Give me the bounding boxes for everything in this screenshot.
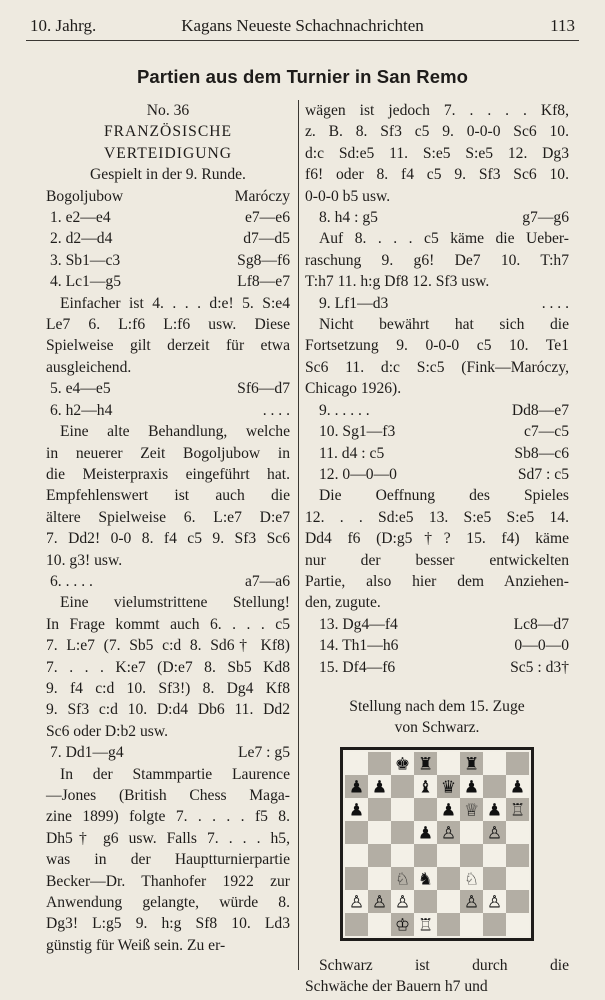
note-line: Sc6 oder D:b2 usw. — [46, 722, 168, 740]
note-line: Spielweise gilt derzeit für etwa — [46, 337, 290, 355]
black-move: 0—0—0 — [514, 637, 569, 655]
volume-label: 10. Jahrg. — [30, 16, 97, 35]
black-pawn-icon: ♟ — [440, 800, 457, 821]
note-line: raschung 9. g6! De7 10. T:h7 — [305, 251, 569, 269]
black-move: Sd7 : c5 — [517, 465, 569, 483]
chess-board — [345, 752, 529, 936]
white-move: 1. e2—e4 — [50, 209, 111, 227]
board-square — [345, 867, 368, 890]
move-row — [46, 250, 290, 271]
black-move: Dd8—e7 — [511, 401, 569, 419]
black-queen-icon: ♛ — [440, 777, 457, 798]
board-square — [437, 867, 460, 890]
chess-board-frame — [340, 747, 534, 941]
black-move: Sg8—f6 — [237, 251, 290, 269]
board-square — [483, 867, 506, 890]
final-text-line1: Schwarz ist durch die — [319, 956, 569, 974]
note-line: Partie, also hier dem Anziehen- — [305, 572, 569, 590]
note-line: d:c Sd:e5 11. S:e5 S:e5 12. Dg3 — [305, 144, 569, 162]
note-line: 10. g3! usw. — [46, 551, 123, 569]
white-move: 7. Dd1—g4 — [50, 744, 124, 762]
note-7 — [305, 485, 569, 613]
note-line: Le7 6. L:f6 L:f6 usw. Diese — [46, 316, 290, 334]
board-square — [506, 821, 529, 844]
diagram-caption-line1: Stellung nach dem 15. Zuge — [349, 697, 525, 715]
note-line: f6! oder 8. f4 c5 9. Sf3 Sc6 10. — [305, 166, 569, 184]
board-square — [345, 913, 368, 936]
players-line — [46, 186, 290, 207]
note-3 — [46, 592, 290, 742]
move-row — [46, 742, 290, 763]
note-line: Chicago 1926). — [305, 380, 402, 398]
white-knight-icon: ♘ — [463, 869, 480, 890]
black-pawn-icon: ♟ — [371, 777, 388, 798]
white-move: 15. Df4—f6 — [319, 658, 396, 676]
white-rook-icon: ♖ — [417, 915, 434, 936]
white-pawn-icon: ♙ — [394, 892, 411, 913]
white-rook-icon: ♖ — [509, 800, 526, 821]
move-row — [305, 614, 569, 635]
board-square — [391, 798, 414, 821]
note-line: In der Stammpartie Laurence — [60, 765, 290, 783]
note-line: Fortsetzung 9. 0-0-0 c5 10. Te1 — [305, 337, 569, 355]
black-pawn-icon: ♟ — [509, 777, 526, 798]
white-pawn-icon: ♙ — [440, 823, 457, 844]
board-square — [414, 890, 437, 913]
move-row — [46, 207, 290, 228]
move-row — [46, 571, 290, 592]
note-line: Dg3! L:g5 9. h:g Sf8 10. Ld3 — [46, 915, 290, 933]
note-line: 7. . . . K:e7 (D:e7 8. Sb5 Kd8 — [46, 658, 290, 676]
note-line: T:h7 11. h:g Df8 12. Sf3 usw. — [305, 273, 490, 291]
note-line: 9. Sf3 c:d 10. D:d4 Db6 11. Dd2 — [46, 701, 290, 719]
white-move: 8. h4 : g5 — [319, 209, 378, 227]
board-square — [391, 775, 414, 798]
black-king-icon: ♚ — [394, 754, 411, 775]
opening-name-line1: FRANZÖSISCHE — [103, 123, 233, 141]
board-square — [391, 844, 414, 867]
board-square — [483, 752, 506, 775]
black-move: c7—c5 — [523, 423, 569, 441]
note-line: 12. . . Sd:e5 13. S:e5 S:e5 14. — [305, 508, 569, 526]
note-line: Sc6 11. d:c S:c5 (Fink—Maróczy, — [305, 358, 569, 376]
board-square — [460, 821, 483, 844]
black-rook-icon: ♜ — [417, 754, 434, 775]
white-move: 3. Sb1—c3 — [50, 251, 121, 269]
black-pawn-icon: ♟ — [348, 800, 365, 821]
board-square — [460, 913, 483, 936]
black-move: Lc8—d7 — [513, 615, 569, 633]
note-line: 7. L:e7 (7. Sb5 c:d 8. Sd6† Kf8) — [46, 637, 290, 655]
board-square — [391, 821, 414, 844]
note-line: 7. Dd2! 0-0 8. f4 c5 9. Sf3 Sc6 — [46, 530, 290, 548]
chess-diagram — [305, 747, 569, 941]
note-line: —Jones (British Chess Maga- — [46, 787, 290, 804]
board-square — [368, 752, 391, 775]
note-6 — [305, 314, 569, 400]
white-move: 2. d2—d4 — [50, 230, 113, 248]
board-square — [345, 821, 368, 844]
white-move: 14. Th1—h6 — [319, 637, 399, 655]
board-square — [506, 844, 529, 867]
white-move: 4. Lc1—g5 — [50, 273, 122, 291]
white-move: 11. d4 : c5 — [319, 444, 385, 462]
move-row — [305, 400, 569, 421]
white-move: 10. Sg1—f3 — [319, 423, 396, 441]
move-row — [46, 378, 290, 399]
note-line: nur der besser entwickelten — [305, 551, 569, 569]
black-move: Le7 : g5 — [238, 744, 290, 762]
white-move: 12. 0—0—0 — [319, 465, 397, 483]
note-line: 9. f4 c:d 10. Sf3!) 8. Dg4 Kf8 — [46, 679, 290, 697]
left-column — [46, 100, 290, 956]
note-line: ältere Spielweise 6. L:e7 D:e7 — [46, 508, 290, 526]
move-row — [46, 228, 290, 249]
game-number: No. 36 — [146, 102, 190, 119]
note-line: Nicht bewährt hat sich die — [319, 316, 569, 334]
board-square — [368, 913, 391, 936]
black-move: Sc5 : d3† — [510, 658, 569, 676]
board-square — [483, 775, 506, 798]
moves-block-d — [46, 742, 290, 763]
note-line: die Meisterpraxis eingeführt hat. — [46, 465, 290, 483]
note-2 — [46, 421, 290, 571]
white-king-icon: ♔ — [394, 915, 411, 936]
note-line: den, zugute. — [305, 594, 381, 612]
black-bishop-icon: ♝ — [417, 777, 434, 798]
move-row — [305, 443, 569, 464]
black-pawn-icon: ♟ — [348, 777, 365, 798]
board-square — [437, 844, 460, 867]
white-move: 13. Dg4—f4 — [319, 615, 398, 633]
round-info: Gespielt in der 9. Runde. — [90, 166, 246, 184]
black-pawn-icon: ♟ — [417, 823, 434, 844]
black-move: . . . . — [541, 294, 569, 312]
note-line: Empfehlenswert ist auch die — [46, 487, 290, 505]
note-line: 0-0-0 b5 usw. — [305, 187, 391, 205]
moves-block-c — [46, 571, 290, 592]
board-square — [437, 913, 460, 936]
white-pawn-icon: ♙ — [486, 823, 503, 844]
note-line: zine 1899) folgte 7. . . . . f5 8. — [46, 808, 290, 826]
white-move: 9. . . . . . — [319, 401, 370, 419]
white-move: 9. Lf1—d3 — [319, 294, 389, 312]
black-move: Lf8—e7 — [237, 273, 290, 291]
board-square — [437, 752, 460, 775]
white-pawn-icon: ♙ — [486, 892, 503, 913]
black-rook-icon: ♜ — [463, 754, 480, 775]
note-line: Dh5† g6 usw. Falls 7. . . . h5, — [46, 829, 290, 847]
board-square — [506, 867, 529, 890]
black-move: d7—d5 — [243, 230, 290, 248]
board-square — [506, 890, 529, 913]
board-square — [414, 844, 437, 867]
note-line: Dd4 f6 (D:g5†? 15. f4) käme — [305, 530, 569, 548]
black-pawn-icon: ♟ — [463, 777, 480, 798]
move-row — [305, 207, 569, 228]
moves-block-h — [305, 614, 569, 678]
board-square — [460, 844, 483, 867]
diagram-caption-line2: von Schwarz. — [394, 719, 480, 737]
board-square — [506, 913, 529, 936]
opening-name-line2: VERTEIDIGUNG — [104, 144, 232, 162]
moves-block-a — [46, 207, 290, 293]
white-queen-icon: ♕ — [463, 800, 480, 821]
white-knight-icon: ♘ — [394, 869, 411, 890]
white-move: 6. . . . . — [50, 572, 93, 590]
board-square — [368, 867, 391, 890]
white-move: 5. e4—e5 — [50, 380, 111, 398]
moves-block-f — [305, 293, 569, 314]
moves-block-e — [305, 207, 569, 228]
journal-title: Kagans Neueste Schachnachrichten — [181, 16, 424, 35]
final-text-line2: Schwäche der Bauern h7 und — [305, 978, 488, 996]
black-move: Sf6—d7 — [237, 380, 290, 398]
note-line: Eine alte Behandlung, welche — [60, 423, 290, 441]
note-line: günstig für Weiß sein. Zu er- — [46, 936, 226, 954]
note-line: Anwendung gelangte, würde 8. — [46, 894, 290, 912]
moves-block-g — [305, 400, 569, 486]
move-row — [305, 635, 569, 656]
running-header — [26, 14, 579, 41]
move-row — [305, 421, 569, 442]
note-line: ausgleichend. — [46, 358, 132, 376]
move-row — [305, 464, 569, 485]
note-line: Die Oeffnung des Spieles — [319, 487, 569, 505]
board-square — [345, 752, 368, 775]
note-line: Einfacher ist 4. . . . d:e! 5. S:e4 — [60, 294, 290, 312]
note-line: In Frage kommt auch 6. . . . c5 — [46, 615, 290, 633]
black-player: Maróczy — [234, 187, 290, 205]
note-4-continued — [305, 100, 569, 207]
black-move: . . . . — [262, 401, 290, 419]
note-line: wägen ist jedoch 7. . . . . Kf8, — [305, 102, 569, 119]
black-move: a7—a6 — [244, 572, 290, 590]
white-pawn-icon: ♙ — [463, 892, 480, 913]
note-line: z. B. 8. Sf3 c5 9. 0-0-0 Sc6 10. — [305, 123, 569, 141]
move-row — [305, 657, 569, 678]
board-square — [414, 798, 437, 821]
black-move: Sb8—c6 — [514, 444, 569, 462]
black-move: e7—e6 — [244, 209, 290, 227]
board-square — [483, 844, 506, 867]
black-pawn-icon: ♟ — [486, 800, 503, 821]
board-square — [483, 913, 506, 936]
move-row — [46, 400, 290, 421]
black-knight-icon: ♞ — [417, 869, 434, 890]
note-line: was in der Hauptturnierpartie — [46, 851, 290, 869]
note-1 — [46, 293, 290, 379]
white-pawn-icon: ♙ — [348, 892, 365, 913]
board-square — [345, 844, 368, 867]
board-square — [506, 752, 529, 775]
moves-block-b — [46, 378, 290, 421]
note-line: Eine vielumstrittene Stellung! — [60, 594, 290, 612]
right-column — [305, 100, 569, 998]
note-5 — [305, 228, 569, 292]
white-player: Bogoljubow — [46, 187, 124, 205]
black-move: g7—g6 — [522, 209, 569, 227]
note-line: in neuerer Zeit Bogoljubow in — [46, 444, 290, 462]
move-row — [46, 271, 290, 292]
white-pawn-icon: ♙ — [371, 892, 388, 913]
white-move: 6. h2—h4 — [50, 401, 113, 419]
note-line: Becker—Dr. Thanhofer 1922 zur — [46, 872, 290, 890]
column-divider — [298, 100, 299, 970]
board-square — [368, 844, 391, 867]
page-number: 113 — [550, 16, 575, 35]
move-row — [305, 293, 569, 314]
article-title: Partien aus dem Turnier in San Remo — [136, 66, 469, 87]
note-line: Auf 8. . . . c5 käme die Ueber- — [319, 230, 569, 248]
board-square — [437, 890, 460, 913]
note-4 — [46, 764, 290, 957]
board-square — [368, 798, 391, 821]
board-square — [368, 821, 391, 844]
